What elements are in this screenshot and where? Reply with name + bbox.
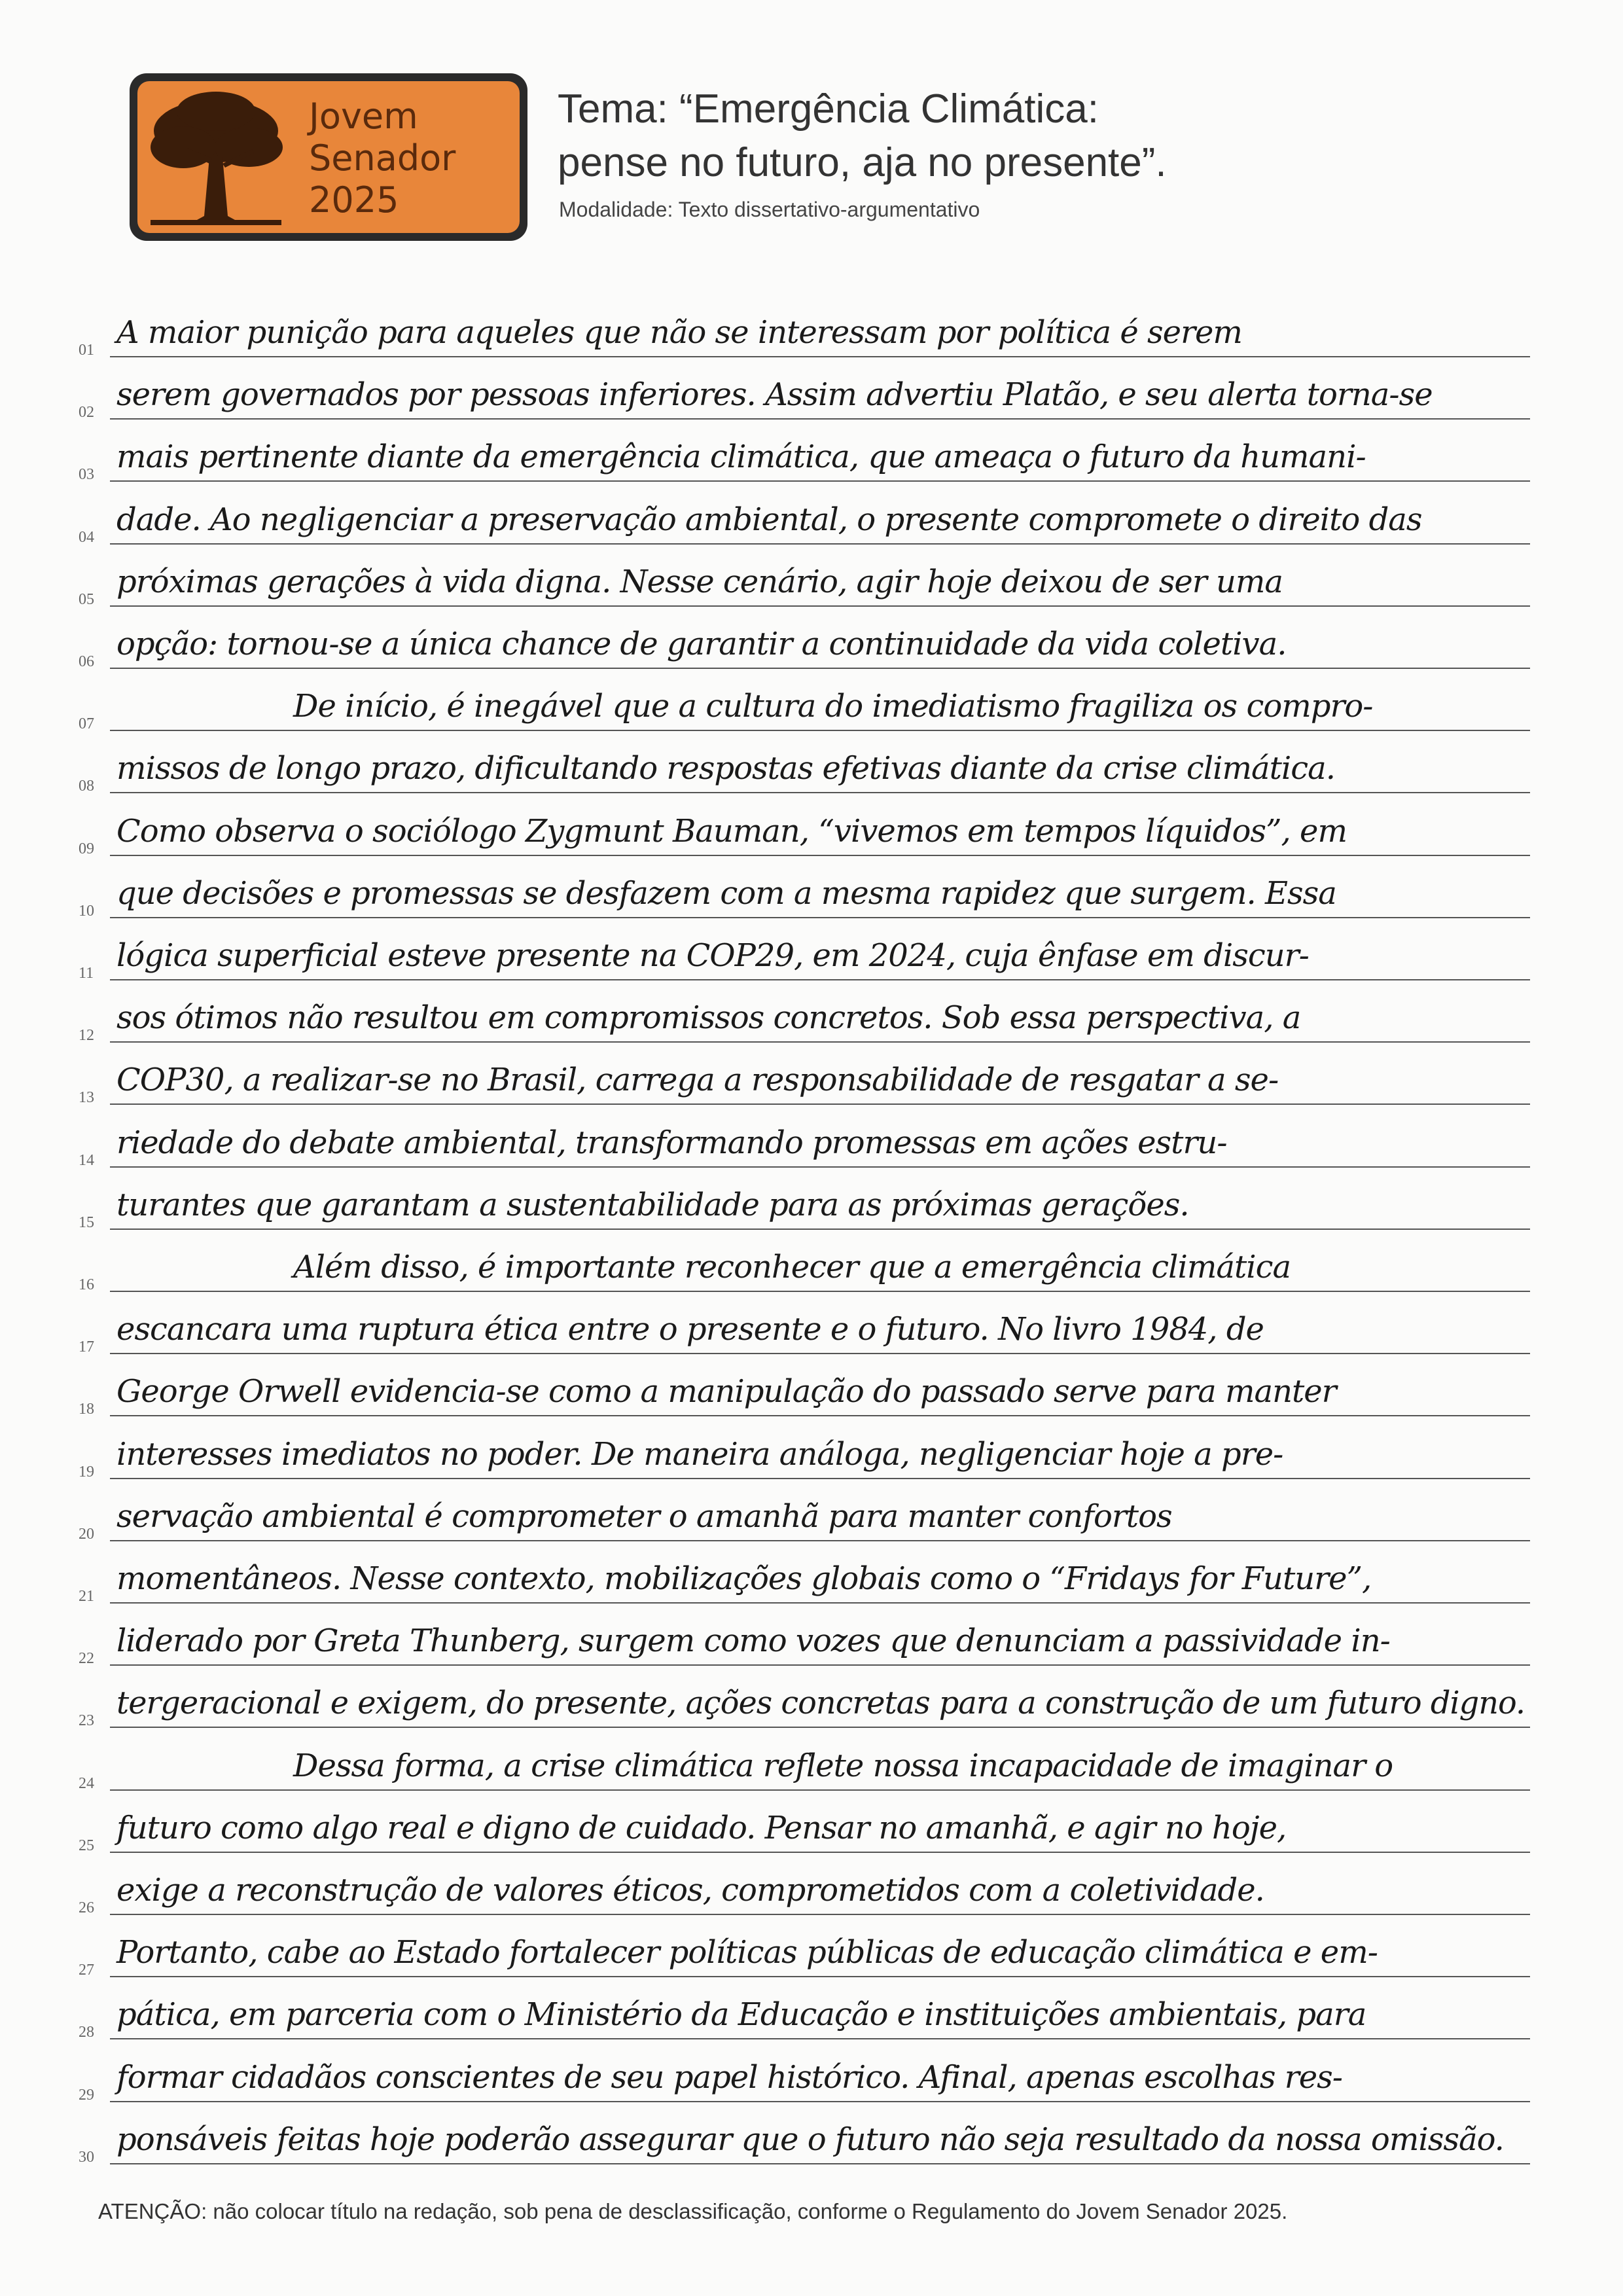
essay-line: liderado por Greta Thunberg, surgem como vozes que denunciam a passividade in- xyxy=(116,1623,1390,1660)
line-number: 14 xyxy=(79,1151,94,1169)
essay-line: ponsáveis feitas hoje poderão assegurar que o futuro não seja resultado da nossa omissão. xyxy=(116,2121,1504,2158)
essay-line: mais pertinente diante da emergência climática, que ameaça o futuro da humani- xyxy=(116,439,1366,476)
writing-rule xyxy=(110,1415,1530,1416)
writing-rule xyxy=(110,418,1530,420)
line-number: 07 xyxy=(79,715,94,733)
writing-rule xyxy=(110,543,1530,545)
writing-rule xyxy=(110,1664,1530,1666)
line-number: 26 xyxy=(79,1899,94,1916)
line-number: 08 xyxy=(79,778,94,795)
line-number: 25 xyxy=(79,1837,94,1854)
essay-line: A maior punição para aqueles que não se interessam por política é serem xyxy=(116,314,1242,351)
writing-rule xyxy=(110,917,1530,918)
line-number: 30 xyxy=(79,2148,94,2166)
essay-line: Dessa forma, a crise climática reflete nossa incapacidade de imaginar o xyxy=(293,1747,1393,1784)
line-number: 18 xyxy=(79,1401,94,1418)
essay-line: que decisões e promessas se desfazem com a mesma rapidez que surgem. Essa xyxy=(116,874,1336,912)
writing-rule xyxy=(110,1103,1530,1105)
logo-line-2: Senador xyxy=(309,137,456,179)
line-number: 01 xyxy=(79,342,94,359)
line-number: 04 xyxy=(79,528,94,546)
essay-line: dade. Ao negligenciar a preservação ambiental, o presente compromete o direito das xyxy=(116,501,1422,538)
line-number: 06 xyxy=(79,653,94,670)
writing-rule xyxy=(110,1166,1530,1168)
essay-line: formar cidadãos conscientes de seu papel histórico. Afinal, apenas escolhas res- xyxy=(116,2058,1342,2096)
line-number: 29 xyxy=(79,2086,94,2104)
essay-line: Além disso, é importante reconhecer que a emergência climática xyxy=(293,1249,1291,1285)
line-number: 28 xyxy=(79,2024,94,2041)
writing-rule xyxy=(110,1602,1530,1604)
line-number: 12 xyxy=(79,1027,94,1045)
essay-line: missos de longo prazo, dificultando respostas efetivas diante da crise climática. xyxy=(116,750,1336,787)
line-number: 24 xyxy=(79,1774,94,1792)
line-number: 11 xyxy=(79,965,94,982)
writing-rule xyxy=(110,1976,1530,1977)
footer-warning: ATENÇÃO: não colocar título na redação, sob pena de desclassificação, conforme o Regulamento do Jovem Senador 2025. xyxy=(98,2199,1288,2223)
line-number: 16 xyxy=(79,1276,94,1293)
writing-rule xyxy=(110,730,1530,731)
writing-rule xyxy=(110,1041,1530,1043)
writing-rule xyxy=(110,855,1530,856)
line-number: 05 xyxy=(79,590,94,608)
line-number: 27 xyxy=(79,1962,94,1979)
writing-rule xyxy=(110,1789,1530,1791)
essay-line: lógica superficial esteve presente na COP29, em 2024, cuja ênfase em discur- xyxy=(116,937,1309,974)
writing-rule xyxy=(110,1353,1530,1354)
title-line-2: pense no futuro, aja no presente”. xyxy=(558,140,1167,185)
essay-line: futuro como algo real e digno de cuidado. Pensar no amanhã, e agir no hoje, xyxy=(116,1809,1287,1846)
essay-line: Portanto, cabe ao Estado fortalecer políticas públicas de educação climática e em- xyxy=(116,1934,1378,1971)
writing-rule xyxy=(110,605,1530,607)
essay-line: George Orwell evidencia-se como a manipulação do passado serve para manter xyxy=(116,1373,1336,1410)
essay-line: riedade do debate ambiental, transformando promessas em ações estru- xyxy=(116,1124,1227,1161)
essay-line: servação ambiental é comprometer o amanhã para manter confortos xyxy=(116,1498,1172,1535)
writing-rule xyxy=(110,1914,1530,1915)
writing-rule xyxy=(110,1478,1530,1479)
line-number: 09 xyxy=(79,840,94,857)
writing-rule xyxy=(110,2101,1530,2102)
title-line-1: Tema: “Emergência Climática: xyxy=(558,86,1099,132)
line-number: 10 xyxy=(79,902,94,920)
line-number: 21 xyxy=(79,1588,94,1605)
line-number: 19 xyxy=(79,1463,94,1480)
essay-line: exige a reconstrução de valores éticos, comprometidos com a coletividade. xyxy=(116,1872,1264,1909)
essay-line: Como observa o sociólogo Zygmunt Bauman, “vivemos em tempos líquidos”, em xyxy=(116,812,1347,850)
essay-line: tergeracional e exigem, do presente, ações concretas para a construção de um futuro digno. xyxy=(116,1685,1525,1722)
line-number: 02 xyxy=(79,404,94,422)
writing-rule xyxy=(110,792,1530,793)
writing-rule xyxy=(110,1229,1530,1230)
writing-rule xyxy=(110,356,1530,357)
writing-rule xyxy=(110,668,1530,669)
writing-rule xyxy=(110,1727,1530,1728)
writing-rule xyxy=(110,979,1530,980)
writing-rule xyxy=(110,1852,1530,1853)
line-number: 13 xyxy=(79,1089,94,1107)
essay-line: interesses imediatos no poder. De maneira análoga, negligenciar hoje a pre- xyxy=(116,1435,1283,1473)
essay-line: De início, é inegável que a cultura do imediatismo fragiliza os compro- xyxy=(293,688,1373,725)
essay-line: momentâneos. Nesse contexto, mobilizações globais como o “Fridays for Future”, xyxy=(116,1560,1372,1597)
logo-line-1: Jovem xyxy=(309,96,418,137)
essay-line: próximas gerações à vida digna. Nesse cenário, agir hoje deixou de ser uma xyxy=(116,563,1283,600)
logo-line-3: 2025 xyxy=(309,179,399,221)
essay-line: pática, em parceria com o Ministério da Educação e instituições ambientais, para xyxy=(116,1996,1366,2034)
line-number: 15 xyxy=(79,1213,94,1231)
essay-line: opção: tornou-se a única chance de garantir a continuidade da vida coletiva. xyxy=(116,626,1287,662)
line-number: 17 xyxy=(79,1338,94,1356)
essay-line: escancara uma ruptura ética entre o presente e o futuro. No livro 1984, de xyxy=(116,1311,1264,1348)
line-number: 03 xyxy=(79,466,94,484)
modality-label: Modalidade: Texto dissertativo-argumentativo xyxy=(559,198,980,221)
line-number: 22 xyxy=(79,1650,94,1668)
writing-rule xyxy=(110,1540,1530,1541)
writing-rule xyxy=(110,2163,1530,2164)
writing-rule xyxy=(110,1291,1530,1292)
line-number: 20 xyxy=(79,1525,94,1543)
essay-line: sos ótimos não resultou em compromissos concretos. Sob essa perspectiva, a xyxy=(116,999,1301,1037)
essay-line: turantes que garantam a sustentabilidade para as próximas gerações. xyxy=(116,1186,1189,1223)
writing-rule xyxy=(110,480,1530,482)
essay-line: COP30, a realizar-se no Brasil, carrega a responsabilidade de resgatar a se- xyxy=(116,1062,1279,1099)
writing-rule xyxy=(110,2038,1530,2039)
essay-line: serem governados por pessoas inferiores. Assim advertiu Platão, e seu alerta torna-se xyxy=(116,376,1433,414)
line-number: 23 xyxy=(79,1712,94,1730)
